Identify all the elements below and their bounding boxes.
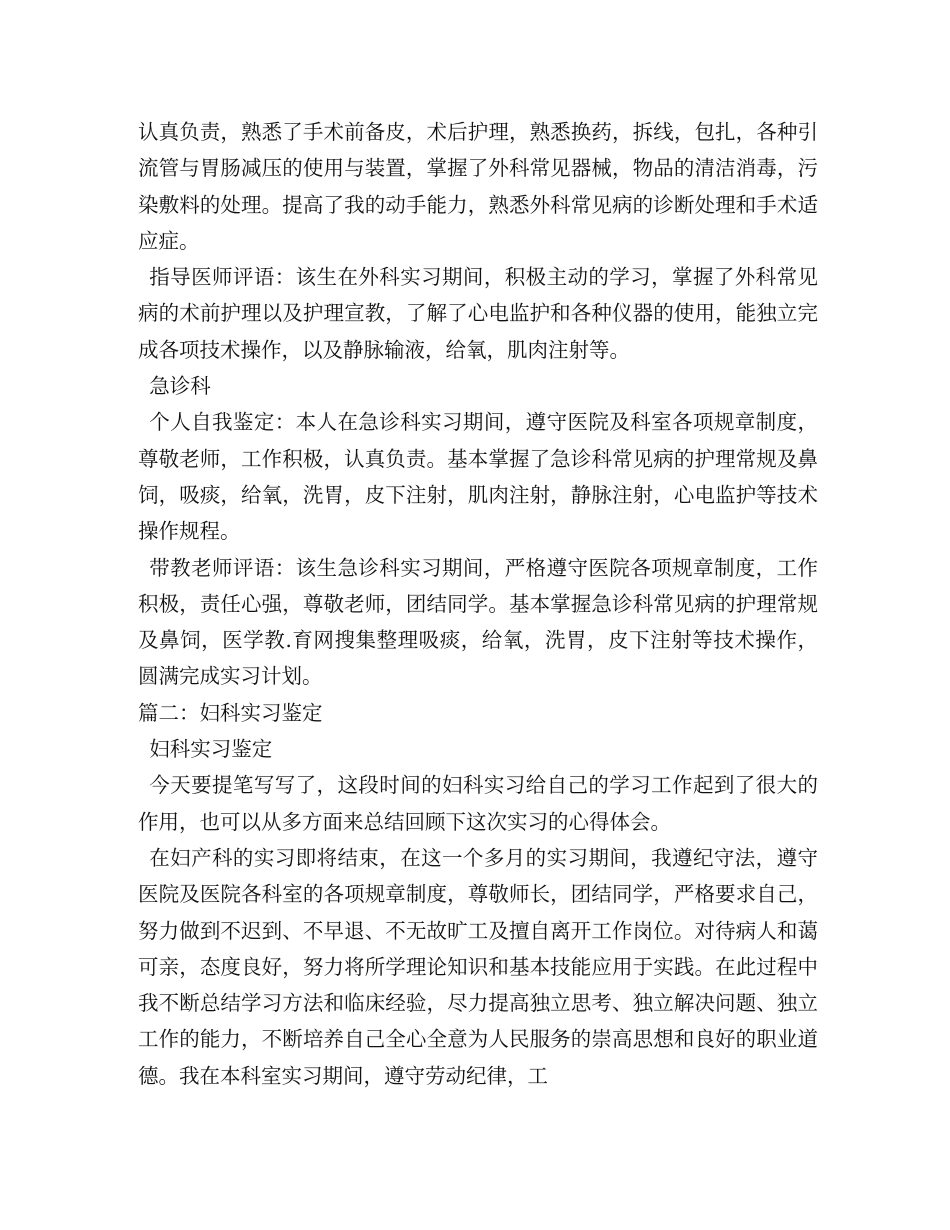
paragraph-surgery-supervisor-comment: 指导医师评语：该生在外科实习期间，积极主动的学习，掌握了外科常见病的术前护理以及护理宣教，了解了心电监护和各种仪器的使用，能独立完成各项技术操作，以及静脉输液，给氧，肌肉注射等。 xyxy=(138,265,818,362)
section-heading-emergency: 急诊科 xyxy=(149,374,211,399)
paragraph-gynecology-body: 在妇产科的实习即将结束，在这一个多月的实习期间，我遵纪守法，遵守医院及医院各科室的各项规章制度，尊敬师长，团结同学，严格要求自己，努力做到不迟到、不早退、不无故旷工及擅自离开工作岗位。对待病人和蔼可亲，态度良好，努力将所学理论知识和基本技能应用于实践。在此过程中我不断总结学习方法和临床经验，尽力提高独立思考、独立解决问题、独立工作的能力，不断培养自己全心全意为人民服务的崇高思想和良好的职业道德。我在本科室实习期间，遵守劳动纪律，工 xyxy=(138,845,818,1088)
section-heading-gynecology: 妇科实习鉴定 xyxy=(149,737,273,762)
paragraph-gynecology-intro: 今天要提笔写写了，这段时间的妇科实习给自己的学习工作起到了很大的作用，也可以从多方面来总结回顾下这次实习的心得体会。 xyxy=(138,773,818,834)
paragraph-emergency-teacher-comment: 带教老师评语：该生急诊科实习期间，严格遵守医院各项规章制度，工作积极，责任心强，尊敬老师，团结同学。基本掌握急诊科常见病的护理常规及鼻饲，医学教.育网搜集整理吸痰，给氧，洗胃，皮下注射等技术操作，圆满完成实习计划。 xyxy=(138,555,818,689)
chapter-title-gynecology: 篇二：妇科实习鉴定 xyxy=(138,700,323,725)
paragraph-emergency-self-assessment: 个人自我鉴定：本人在急诊科实习期间，遵守医院及科室各项规章制度，尊敬老师，工作积极，认真负责。基本掌握了急诊科常见病的护理常规及鼻饲，吸痰，给氧，洗胃，皮下注射，肌肉注射，静脉注射，心电监护等技术操作规程。 xyxy=(138,410,818,544)
paragraph-surgery-summary: 认真负责，熟悉了手术前备皮，术后护理，熟悉换药，拆线，包扎，各种引流管与胃肠减压的使用与装置，掌握了外科常见器械，物品的清洁消毒，污染敷料的处理。提高了我的动手能力，熟悉外科常见病的诊断处理和手术适应症。 xyxy=(138,120,818,253)
document-body xyxy=(138,114,818,1094)
